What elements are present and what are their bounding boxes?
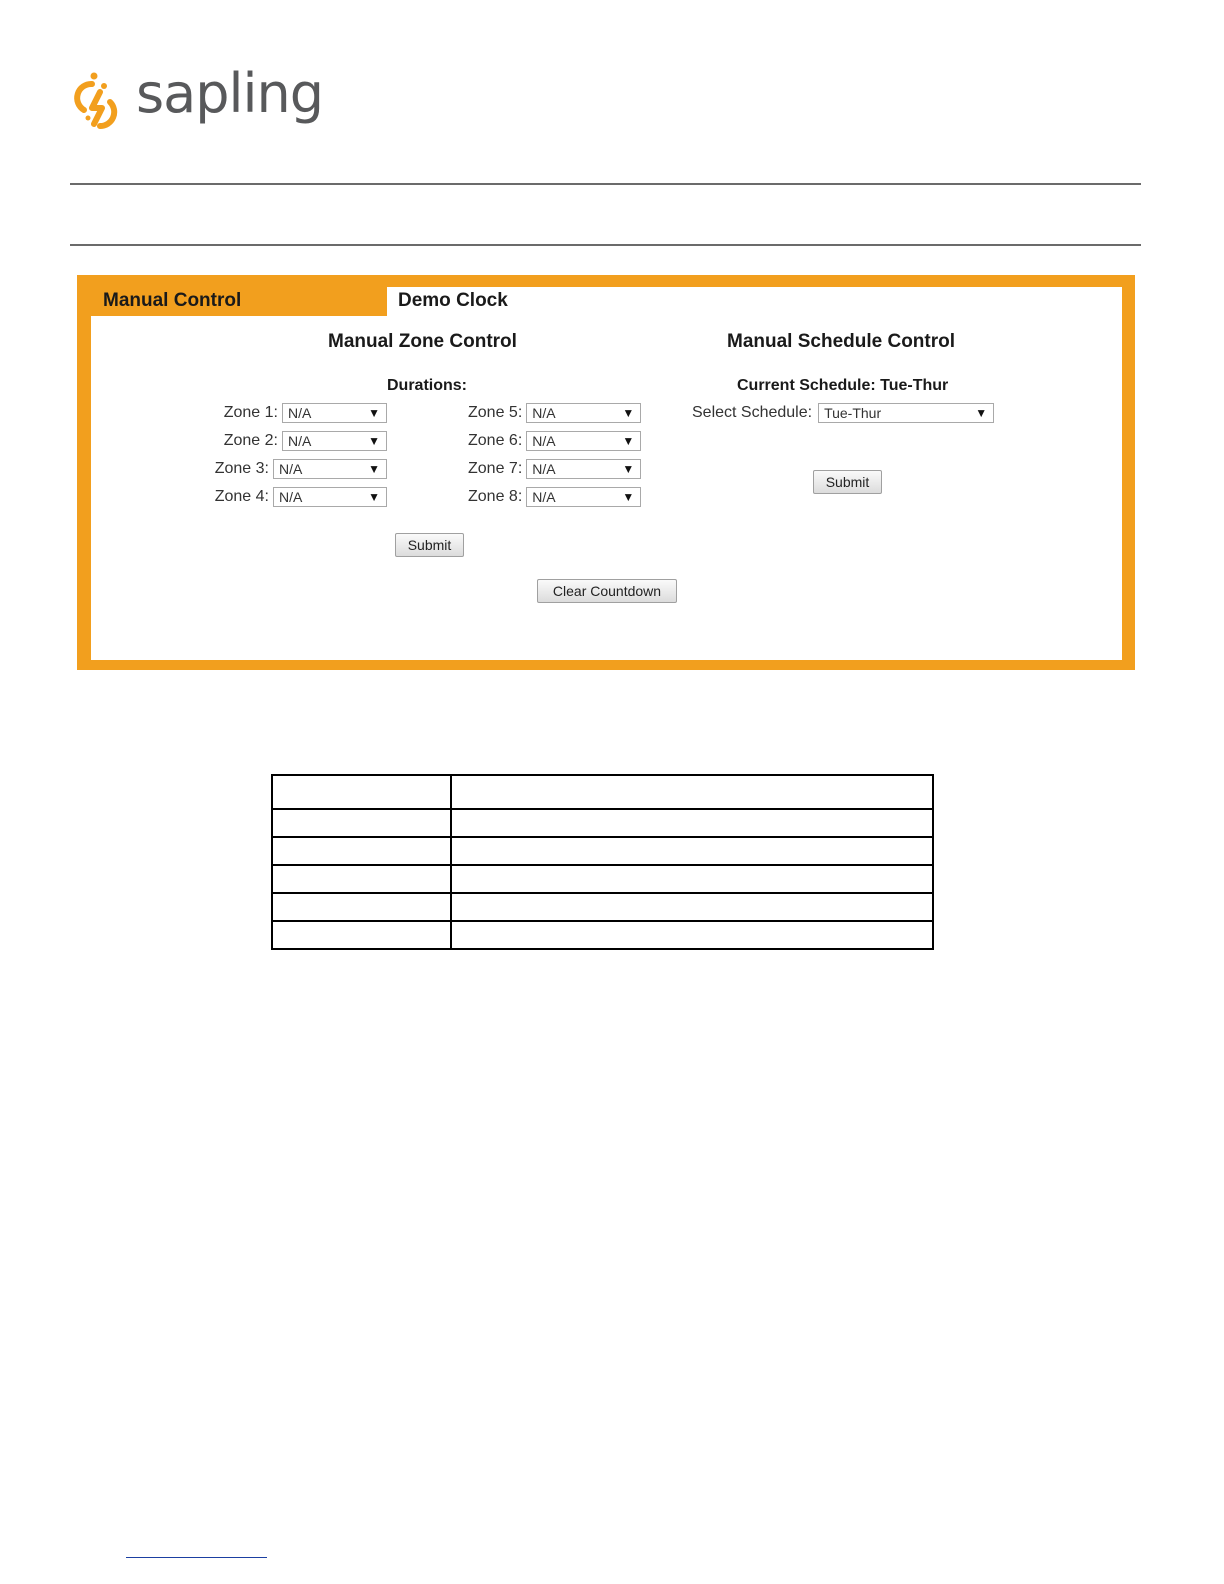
chevron-down-icon: ▼	[368, 462, 380, 476]
zone-6-duration-select[interactable]	[526, 431, 641, 451]
brand-name: sapling	[136, 62, 324, 125]
zone-label: Zone 3:	[214, 460, 269, 477]
zone-1-duration-select[interactable]	[282, 403, 387, 423]
zone-row-3	[215, 458, 387, 480]
zone-8-duration-select[interactable]	[526, 487, 641, 507]
table-cell	[272, 809, 451, 837]
sapling-logo	[70, 62, 324, 132]
zone-row-2	[224, 430, 387, 452]
table-cell	[272, 921, 451, 949]
chevron-down-icon: ▼	[622, 434, 635, 448]
zone-label: Zone 7:	[468, 460, 523, 477]
table-cell	[451, 865, 933, 893]
selected-value: N/A	[532, 489, 556, 505]
selected-value: N/A	[279, 461, 303, 477]
zone-label: Zone 4:	[214, 488, 269, 505]
zone-row-6	[468, 430, 641, 452]
zone-5-duration-select[interactable]	[526, 403, 641, 423]
table-cell	[451, 809, 933, 837]
sapling-logo-icon	[70, 70, 122, 130]
table-cell	[272, 775, 451, 809]
manual-control-panel	[77, 275, 1135, 670]
selected-value: N/A	[288, 433, 312, 449]
select-schedule-label: Select Schedule:	[692, 404, 813, 421]
zone-row-4	[215, 486, 387, 508]
table-row	[272, 809, 933, 837]
zone-2-duration-select[interactable]	[282, 431, 387, 451]
table-cell	[451, 921, 933, 949]
selected-value: N/A	[532, 461, 556, 477]
table-row	[272, 893, 933, 921]
zone-row-1	[224, 402, 387, 424]
tab-manual-control[interactable]: Manual Control	[91, 287, 387, 316]
footer-link-underline	[126, 1557, 267, 1558]
selected-value: N/A	[279, 489, 303, 505]
chevron-down-icon: ▼	[622, 406, 635, 420]
selected-value: N/A	[532, 433, 556, 449]
selected-value: N/A	[288, 405, 312, 421]
table-cell	[451, 837, 933, 865]
table-cell	[451, 775, 933, 809]
current-schedule-label: Current Schedule: Tue-Thur	[737, 377, 949, 394]
zone-control-title: Manual Zone Control	[328, 331, 517, 352]
table-cell	[272, 865, 451, 893]
device-name-label: Demo Clock	[398, 290, 508, 311]
table-cell	[451, 893, 933, 921]
chevron-down-icon: ▼	[368, 490, 380, 504]
table-row	[272, 837, 933, 865]
table-header-row	[272, 775, 933, 809]
chevron-down-icon: ▼	[975, 406, 988, 420]
selected-value: Tue-Thur	[824, 405, 882, 421]
zone-row-8	[468, 486, 641, 508]
zone-label: Zone 2:	[223, 432, 278, 449]
header-divider-top	[70, 183, 1141, 185]
zone-label: Zone 8:	[468, 488, 523, 505]
table-row	[272, 865, 933, 893]
header-divider-bottom	[70, 244, 1141, 246]
zone-3-duration-select[interactable]	[273, 459, 387, 479]
zone-row-5	[468, 402, 641, 424]
empty-table	[271, 774, 934, 950]
table-cell	[272, 893, 451, 921]
chevron-down-icon: ▼	[368, 434, 380, 448]
zone-label: Zone 6:	[468, 432, 523, 449]
zone-label: Zone 1:	[223, 404, 278, 421]
chevron-down-icon: ▼	[368, 406, 380, 420]
schedule-control-title: Manual Schedule Control	[727, 331, 956, 352]
zone-label: Zone 5:	[468, 404, 523, 421]
selected-value: N/A	[532, 405, 556, 421]
table-cell	[272, 837, 451, 865]
chevron-down-icon: ▼	[622, 490, 635, 504]
zone-4-duration-select[interactable]	[273, 487, 387, 507]
table-row	[272, 921, 933, 949]
clear-countdown-button[interactable]: Clear Countdown	[537, 579, 677, 603]
durations-label: Durations:	[387, 377, 467, 394]
chevron-down-icon: ▼	[622, 462, 635, 476]
select-schedule-row	[692, 402, 994, 424]
zone-submit-button[interactable]: Submit	[395, 533, 464, 557]
schedule-select[interactable]	[818, 403, 994, 423]
zone-7-duration-select[interactable]	[526, 459, 641, 479]
schedule-submit-button[interactable]: Submit	[813, 470, 882, 494]
zone-row-7	[468, 458, 641, 480]
